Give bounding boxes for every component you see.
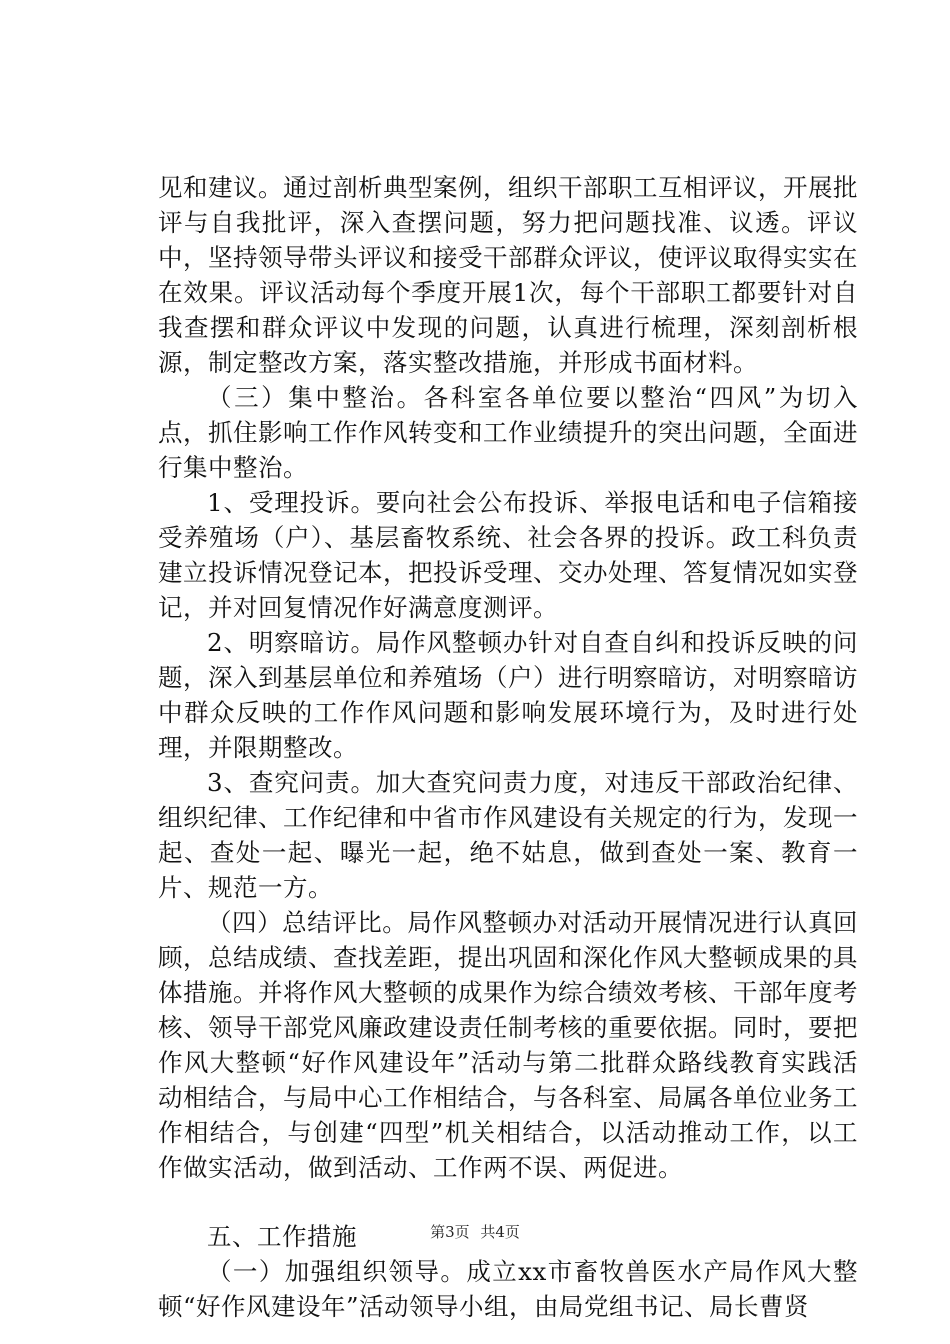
page-total: 共4页 — [480, 1223, 520, 1241]
paragraph-continuation: 见和建议。通过剖析典型案例，组织干部职工互相评议，开展批评与自我批评，深入查摆问题，努力把问题找准、议透。评议中，坚持领导带头评议和接受干部群众评议，使评议取得实实在在效果。评议活动每个季度开展1次，每个干部职工都要针对自我查摆和群众评议中发现的问题，认真进行梳理，深刻剖析根源，制定整改方案，落实整改措施，并形成书面材料。 — [158, 173, 858, 377]
document-body — [158, 170, 858, 1324]
paragraph-section-3: （三）集中整治。各科室各单位要以整治“四风”为切入点，抓住影响工作作风转变和工作业绩提升的突出问题，全面进行集中整治。 — [158, 383, 858, 482]
page-footer — [0, 1222, 950, 1242]
heading-work-measures: 五、工作措施 — [207, 1222, 357, 1251]
paragraph-item-3: 3、查究问责。加大查究问责力度，对违反干部政治纪律、组织纪律、工作纪律和中省市作风建设有关规定的行为，发现一起、查处一起、曝光一起，绝不姑息，做到查处一案、教育一片、规范一方。 — [158, 768, 858, 902]
paragraph-measure-1: （一）加强组织领导。成立xx市畜牧兽医水产局作风大整顿“好作风建设年”活动领导小组，由局党组书记、局长曹贤 — [158, 1257, 858, 1321]
page-number: 第3页 — [430, 1223, 470, 1241]
paragraph-item-1: 1、受理投诉。要向社会公布投诉、举报电话和电子信箱接受养殖场（户）、基层畜牧系统、社会各界的投诉。政工科负责建立投诉情况登记本，把投诉受理、交办处理、答复情况如实登记，并对回复情况作好满意度测评。 — [158, 488, 858, 622]
paragraph-gap — [158, 1185, 858, 1219]
paragraph-section-4: （四）总结评比。局作风整顿办对活动开展情况进行认真回顾，总结成绩、查找差距，提出巩固和深化作风大整顿成果的具体措施。并将作风大整顿的成果作为综合绩效考核、干部年度考核、领导干部党风廉政建设责任制考核的重要依据。同时，要把作风大整顿“好作风建设年”活动与第二批群众路线教育实践活动相结合，与局中心工作相结合，与各科室、局属各单位业务工作相结合，与创建“四型”机关相结合，以活动推动工作，以工作做实活动，做到活动、工作两不误、两促进。 — [158, 908, 858, 1182]
paragraph-item-2: 2、明察暗访。局作风整顿办针对自查自纠和投诉反映的问题，深入到基层单位和养殖场（户）进行明察暗访，对明察暗访中群众反映的工作作风问题和影响发展环境行为，及时进行处理，并限期整改。 — [158, 628, 858, 762]
